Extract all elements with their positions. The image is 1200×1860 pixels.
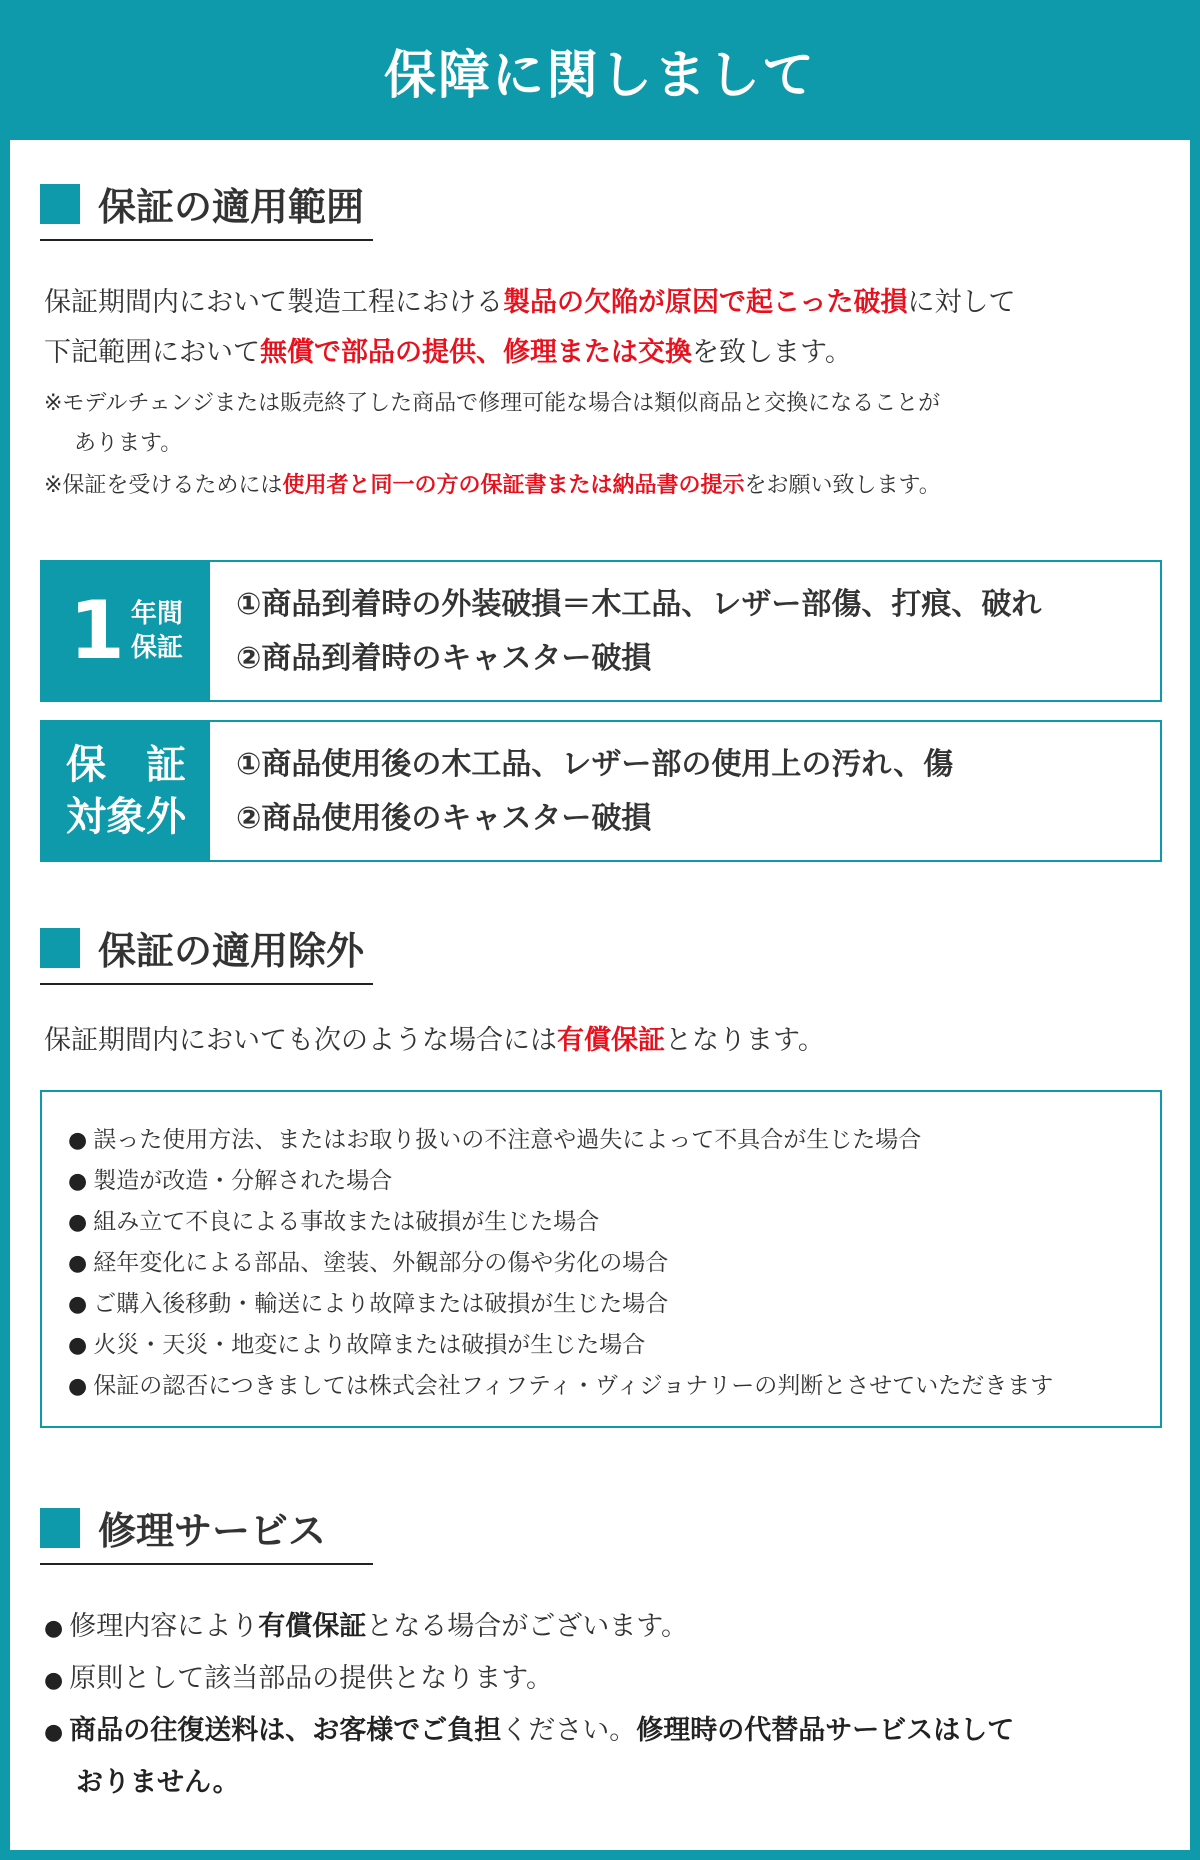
- excluded-box: [40, 720, 1162, 862]
- text: ください。: [501, 1715, 637, 1746]
- excluded-item: ①商品使用後の木工品、レザー部の使用上の汚れ、傷: [236, 747, 954, 782]
- text: となる場合がございます。: [366, 1611, 689, 1642]
- bullet-icon: ●: [68, 1169, 88, 1194]
- excluded-label-text: 保 証: [66, 742, 186, 788]
- note-text: ※モデルチェンジまたは販売終了した商品で修理可能な場合は類似商品と交換になることが: [44, 391, 941, 416]
- bullet-icon: ●: [68, 1292, 88, 1317]
- highlight-text: 無償で部品の提供、修理または交換: [260, 337, 692, 368]
- section-title-text: 修理サービス: [98, 1509, 327, 1553]
- list-item-text: 経年変化による部品、塗装、外観部分の傷や劣化の場合: [93, 1250, 669, 1276]
- bullet-icon: ●: [68, 1333, 88, 1358]
- bullet-icon: ●: [44, 1616, 64, 1641]
- bullet-icon: ●: [68, 1374, 88, 1399]
- bullet-icon: ●: [68, 1251, 88, 1276]
- list-item: [68, 1284, 1134, 1325]
- list-item: [68, 1366, 1134, 1407]
- note-text: ※保証を受けるためには: [44, 473, 283, 498]
- page-header: [0, 0, 1200, 140]
- warranty-item: ②商品到着時のキャスター破損: [236, 641, 652, 676]
- text: 保証期間内において製造工程における: [44, 287, 503, 318]
- warranty-label-text: 年間: [130, 599, 183, 629]
- section-title-exclusions: [40, 920, 373, 985]
- text: 修理内容により: [69, 1611, 259, 1642]
- repair-list: [44, 1602, 1014, 1808]
- warranty-items: [210, 562, 1067, 700]
- warranty-label-text: 保証: [130, 633, 183, 663]
- list-item: [44, 1706, 1014, 1758]
- bullet-icon: ●: [68, 1128, 88, 1153]
- bold-text: おりません。: [76, 1767, 240, 1798]
- content-panel: [10, 140, 1190, 1850]
- note-text: あります。: [74, 431, 183, 456]
- page-title: 保障に関しまして: [383, 45, 816, 106]
- list-item: [68, 1202, 1134, 1243]
- bold-text: 商品の往復送料は、お客様でご負担: [69, 1715, 502, 1746]
- excluded-items: [210, 722, 979, 860]
- warranty-item: ①商品到着時の外装破損＝木工品、レザー部傷、打痕、破れ: [236, 587, 1042, 622]
- excluded-item: ②商品使用後のキャスター破損: [236, 801, 652, 836]
- list-item: [44, 1654, 1014, 1706]
- text: 保証期間内においても次のような場合には: [44, 1025, 557, 1056]
- list-item-text: 誤った使用方法、またはお取り扱いの不注意や過失によって不具合が生じた場合: [93, 1127, 922, 1153]
- section-title-text: 保証の適用範囲: [98, 185, 365, 229]
- warranty-label: [42, 562, 210, 700]
- list-item-text: 製造が改造・分解された場合: [93, 1168, 393, 1194]
- exclusions-list-box: [40, 1090, 1162, 1428]
- list-item: [44, 1602, 1014, 1654]
- scope-note-2: [44, 466, 941, 506]
- list-item-text: 保証の認否につきましては株式会社フィフティ・ヴィジョナリーの判断とさせていただきます: [93, 1373, 1054, 1399]
- text: となります。: [665, 1025, 825, 1056]
- highlight-text: 使用者と同一の方の保証書または納品書の提示: [282, 473, 745, 498]
- section-title-repair: [40, 1500, 373, 1565]
- list-item: [68, 1243, 1134, 1284]
- section-marker-icon: [40, 1508, 80, 1548]
- bullet-icon: ●: [44, 1668, 64, 1693]
- warranty-box: [40, 560, 1162, 702]
- text: 下記範囲において: [44, 337, 260, 368]
- excluded-label: [42, 722, 210, 860]
- section-marker-icon: [40, 928, 80, 968]
- list-item: [68, 1161, 1134, 1202]
- section-title-text: 保証の適用除外: [98, 929, 365, 973]
- highlight-text: 有償保証: [557, 1025, 665, 1056]
- list-item-text: ご購入後移動・輸送により故障または破損が生じた場合: [93, 1291, 669, 1317]
- scope-note-1: [44, 384, 940, 464]
- exclusions-intro: [44, 1016, 825, 1066]
- list-item-text: 火災・天災・地変により故障または破損が生じた場合: [93, 1332, 646, 1358]
- warranty-years: 1: [69, 584, 125, 677]
- scope-line-1: [44, 278, 1015, 328]
- section-marker-icon: [40, 184, 80, 224]
- text: 原則として該当部品の提供となります。: [69, 1663, 554, 1694]
- text: に対して: [907, 287, 1016, 318]
- list-item: [68, 1325, 1134, 1366]
- excluded-label-text: 対象外: [66, 794, 186, 840]
- section-title-scope: [40, 176, 373, 241]
- highlight-text: 製品の欠陥が原因で起こった破損: [503, 287, 908, 318]
- bold-text: 有償保証: [258, 1611, 367, 1642]
- text: を致します。: [692, 337, 852, 368]
- scope-line-2: [44, 328, 852, 378]
- list-item: [68, 1120, 1134, 1161]
- bold-text: 修理時の代替品サービスはして: [636, 1715, 1015, 1746]
- list-item-text: 組み立て不良による事故または破損が生じた場合: [93, 1209, 600, 1235]
- bullet-icon: ●: [68, 1210, 88, 1235]
- list-item-continuation: [44, 1758, 1014, 1808]
- note-text: をお願い致します。: [744, 473, 941, 498]
- bullet-icon: ●: [44, 1720, 64, 1745]
